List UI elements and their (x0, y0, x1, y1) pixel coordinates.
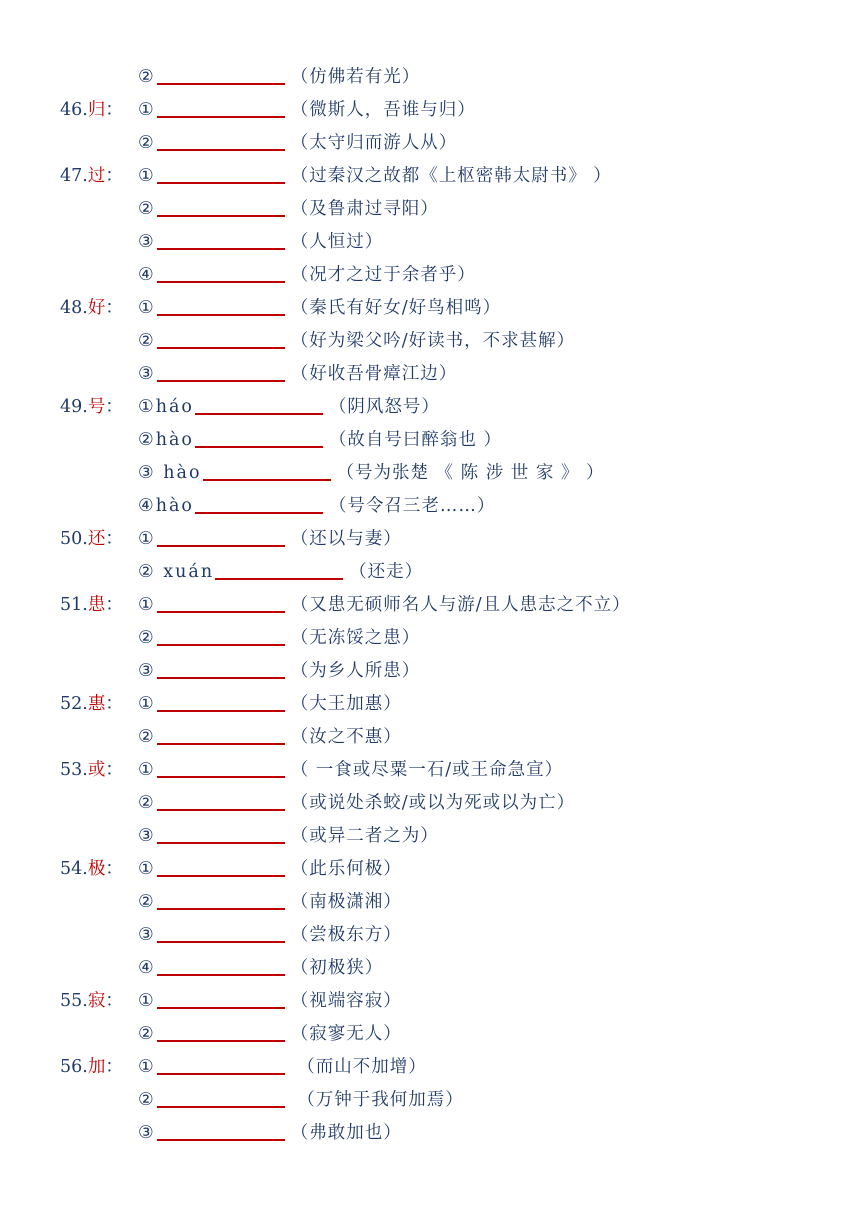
answer-blank[interactable] (157, 1051, 285, 1075)
exercise-row-22 (0, 754, 860, 787)
sense-marker: ② (138, 133, 156, 153)
sense-marker: ② (138, 727, 156, 747)
sense-marker: ④hào (138, 496, 194, 516)
exercise-row-13 (0, 457, 860, 490)
sense-item (138, 655, 420, 688)
sense-marker: ③ hào (138, 463, 202, 483)
sense-marker: ④ (138, 958, 156, 978)
sense-item (138, 325, 575, 358)
sense-marker: ① (138, 760, 156, 780)
entry-character: 寂 (87, 991, 106, 1011)
sense-marker: ① (138, 859, 156, 879)
exercise-row-17 (0, 589, 860, 622)
sense-marker: ① (138, 100, 156, 120)
exercise-row-18 (0, 622, 860, 655)
entry-colon: ： (105, 397, 123, 417)
sense-item (138, 622, 420, 655)
example-sentence: （大王加惠） (290, 694, 402, 714)
exercise-row-7 (0, 259, 860, 292)
example-sentence: （寂寥无人） (290, 1024, 402, 1044)
entry-label (60, 853, 123, 886)
sense-item (138, 820, 439, 853)
example-sentence: （好为梁父吟/好读书，不求甚解） (290, 331, 576, 351)
exercise-row-14 (0, 490, 860, 523)
example-sentence: （汝之不惠） (290, 727, 402, 747)
entry-character: 归 (87, 100, 106, 120)
entry-colon: ： (105, 100, 123, 120)
entry-number: 55. (60, 991, 88, 1011)
sense-item (138, 952, 383, 985)
entry-label (60, 160, 123, 193)
exercise-row-33 (0, 1117, 860, 1150)
entry-character: 加 (87, 1057, 106, 1077)
example-sentence: （视端容寂） (290, 991, 402, 1011)
example-sentence: （为乡人所患） (290, 661, 421, 681)
entry-number: 48. (60, 298, 88, 318)
sense-item (138, 424, 502, 457)
sense-marker: ② (138, 793, 156, 813)
entry-label (60, 589, 123, 622)
sense-item (138, 1051, 427, 1084)
answer-blank[interactable] (157, 292, 285, 316)
sense-item (138, 688, 402, 721)
example-sentence: （南极潇湘） (290, 892, 402, 912)
example-sentence: （过秦汉之故都《上枢密韩太尉书》 ） (290, 166, 612, 186)
entry-character: 号 (87, 397, 106, 417)
sense-marker: ③ (138, 925, 156, 945)
exercise-row-15 (0, 523, 860, 556)
sense-marker: ② (138, 67, 156, 87)
sense-item (138, 160, 612, 193)
entry-number: 54. (60, 859, 88, 879)
answer-blank[interactable] (157, 952, 285, 976)
entry-label (60, 985, 123, 1018)
entry-number: 46. (60, 100, 88, 120)
example-sentence: （无冻馁之患） (290, 628, 421, 648)
entry-number: 52. (60, 694, 88, 714)
entry-label (60, 391, 123, 424)
exercise-row-10 (0, 358, 860, 391)
exercise-row-31 (0, 1051, 860, 1084)
entry-character: 过 (87, 166, 106, 186)
exercise-row-27 (0, 919, 860, 952)
sense-item (138, 589, 631, 622)
exercise-row-25 (0, 853, 860, 886)
entry-colon: ： (105, 298, 123, 318)
answer-blank[interactable] (157, 193, 285, 217)
sense-item (138, 721, 402, 754)
sense-marker: ② xuán (138, 562, 215, 582)
exercise-row-28 (0, 952, 860, 985)
sense-item (138, 193, 439, 226)
sense-marker: ① (138, 595, 156, 615)
exercise-row-5 (0, 193, 860, 226)
sense-item (138, 259, 476, 292)
entry-label (60, 523, 123, 556)
entry-number: 51. (60, 595, 88, 615)
example-sentence: （故自号曰醉翁也 ） (328, 430, 502, 450)
example-sentence: （而山不加增） (290, 1057, 427, 1077)
sense-marker: ③ (138, 1123, 156, 1143)
sense-marker: ② (138, 892, 156, 912)
answer-blank[interactable] (157, 160, 285, 184)
sense-marker: ② (138, 1024, 156, 1044)
entry-colon: ： (105, 694, 123, 714)
sense-item (138, 490, 495, 523)
entry-character: 好 (87, 298, 106, 318)
sense-item (138, 523, 402, 556)
sense-marker: ① (138, 694, 156, 714)
sense-item (138, 61, 420, 94)
exercise-row-6 (0, 226, 860, 259)
entry-colon: ： (105, 991, 123, 1011)
example-sentence: （微斯人，吾谁与归） (290, 100, 476, 120)
answer-blank[interactable] (157, 688, 285, 712)
answer-blank[interactable] (157, 226, 285, 250)
example-sentence: （ 一食或尽粟一石/或王命急宣） (290, 760, 564, 780)
entry-label (60, 754, 123, 787)
sense-marker: ③ (138, 232, 156, 252)
answer-blank[interactable] (157, 622, 285, 646)
answer-blank[interactable] (157, 919, 285, 943)
answer-blank[interactable] (157, 325, 285, 349)
sense-item (138, 391, 440, 424)
sense-item (138, 787, 575, 820)
sense-item (138, 94, 476, 127)
entry-character: 极 (87, 859, 106, 879)
example-sentence: （还走） (349, 562, 424, 582)
exercise-row-11 (0, 391, 860, 424)
answer-blank[interactable] (157, 358, 285, 382)
sense-marker: ② (138, 199, 156, 219)
sense-marker: ① (138, 529, 156, 549)
answer-blank[interactable] (157, 523, 285, 547)
sense-item (138, 886, 402, 919)
sense-item (138, 556, 423, 589)
sense-item (138, 127, 457, 160)
example-sentence: （号令召三老……） (328, 496, 496, 516)
exercise-row-32 (0, 1084, 860, 1117)
example-sentence: （太守归而游人从） (290, 133, 458, 153)
sense-marker: ③ (138, 661, 156, 681)
entry-number: 47. (60, 166, 88, 186)
sense-marker: ④ (138, 265, 156, 285)
answer-blank[interactable] (157, 886, 285, 910)
exercise-row-16 (0, 556, 860, 589)
sense-item (138, 919, 402, 952)
answer-blank[interactable] (157, 61, 285, 85)
entry-label (60, 688, 123, 721)
entry-character: 还 (87, 529, 106, 549)
example-sentence: （仿佛若有光） (290, 67, 421, 87)
example-sentence: （及鲁肃过寻阳） (290, 199, 439, 219)
sense-item (138, 1018, 402, 1051)
exercise-row-21 (0, 721, 860, 754)
example-sentence: （况才之过于余者乎） (290, 265, 476, 285)
answer-blank[interactable] (157, 754, 285, 778)
sense-marker: ② (138, 331, 156, 351)
answer-blank[interactable] (195, 490, 323, 514)
exercise-row-23 (0, 787, 860, 820)
example-sentence: （好收吾骨瘴江边） (290, 364, 458, 384)
example-sentence: （此乐何极） (290, 859, 402, 879)
example-sentence: （弗敢加也） (290, 1123, 402, 1143)
exercise-row-19 (0, 655, 860, 688)
sense-item (138, 226, 383, 259)
entry-label (60, 292, 123, 325)
answer-blank[interactable] (195, 391, 323, 415)
answer-blank[interactable] (157, 820, 285, 844)
entry-colon: ： (105, 1057, 123, 1077)
answer-blank[interactable] (157, 853, 285, 877)
entry-number: 50. (60, 529, 88, 549)
entry-colon: ： (105, 595, 123, 615)
answer-blank[interactable] (215, 556, 343, 580)
entry-number: 56. (60, 1057, 88, 1077)
answer-blank[interactable] (157, 787, 285, 811)
exercise-row-29 (0, 985, 860, 1018)
worksheet (0, 61, 860, 1150)
sense-marker: ①háo (138, 397, 194, 417)
answer-blank[interactable] (157, 259, 285, 283)
sense-item (138, 1117, 402, 1150)
exercise-row-24 (0, 820, 860, 853)
entry-colon: ： (105, 529, 123, 549)
sense-marker: ② (138, 1090, 156, 1110)
answer-blank[interactable] (157, 985, 285, 1009)
exercise-row-9 (0, 325, 860, 358)
answer-blank[interactable] (203, 457, 331, 481)
entry-colon: ： (105, 166, 123, 186)
sense-item (138, 985, 402, 1018)
exercise-row-30 (0, 1018, 860, 1051)
sense-item (138, 853, 402, 886)
exercise-row-20 (0, 688, 860, 721)
entry-number: 53. (60, 760, 88, 780)
sense-item (138, 358, 457, 391)
sense-item (138, 754, 563, 787)
answer-blank[interactable] (157, 94, 285, 118)
entry-number: 49. (60, 397, 88, 417)
example-sentence: （初极狭） (290, 958, 384, 978)
answer-blank[interactable] (157, 127, 285, 151)
example-sentence: （或说处杀蛟/或以为死或以为亡） (290, 793, 576, 813)
sense-marker: ③ (138, 364, 156, 384)
answer-blank[interactable] (157, 589, 285, 613)
sense-marker: ③ (138, 826, 156, 846)
sense-item (138, 1084, 464, 1117)
exercise-row-8 (0, 292, 860, 325)
example-sentence: （或异二者之为） (290, 826, 439, 846)
example-sentence: （号为张楚 《 陈 涉 世 家 》 ） (336, 463, 605, 483)
entry-label (60, 1051, 123, 1084)
answer-blank[interactable] (157, 1018, 285, 1042)
answer-blank[interactable] (157, 721, 285, 745)
sense-marker: ① (138, 1057, 156, 1077)
example-sentence: （阴风怒号） (328, 397, 440, 417)
entry-label (60, 94, 123, 127)
answer-blank[interactable] (157, 655, 285, 679)
answer-blank[interactable] (157, 1117, 285, 1141)
sense-item (138, 457, 604, 490)
example-sentence: （人恒过） (290, 232, 384, 252)
example-sentence: （还以与妻） (290, 529, 402, 549)
exercise-row-2 (0, 94, 860, 127)
entry-character: 惠 (87, 694, 106, 714)
example-sentence: （尝极东方） (290, 925, 402, 945)
exercise-row-26 (0, 886, 860, 919)
example-sentence: （秦氏有好女/好鸟相鸣） (290, 298, 502, 318)
exercise-row-3 (0, 127, 860, 160)
sense-marker: ① (138, 991, 156, 1011)
exercise-row-4 (0, 160, 860, 193)
sense-marker: ② (138, 628, 156, 648)
entry-colon: ： (105, 859, 123, 879)
entry-character: 患 (87, 595, 106, 615)
exercise-row-12 (0, 424, 860, 457)
sense-marker: ① (138, 298, 156, 318)
sense-item (138, 292, 501, 325)
answer-blank[interactable] (157, 1084, 285, 1108)
exercise-row-1 (0, 61, 860, 94)
example-sentence: （万钟于我何加焉） (290, 1090, 464, 1110)
answer-blank[interactable] (195, 424, 323, 448)
example-sentence: （又患无硕师名人与游/且人患志之不立） (290, 595, 631, 615)
sense-marker: ① (138, 166, 156, 186)
entry-colon: ： (105, 760, 123, 780)
entry-character: 或 (87, 760, 106, 780)
sense-marker: ②hào (138, 430, 194, 450)
